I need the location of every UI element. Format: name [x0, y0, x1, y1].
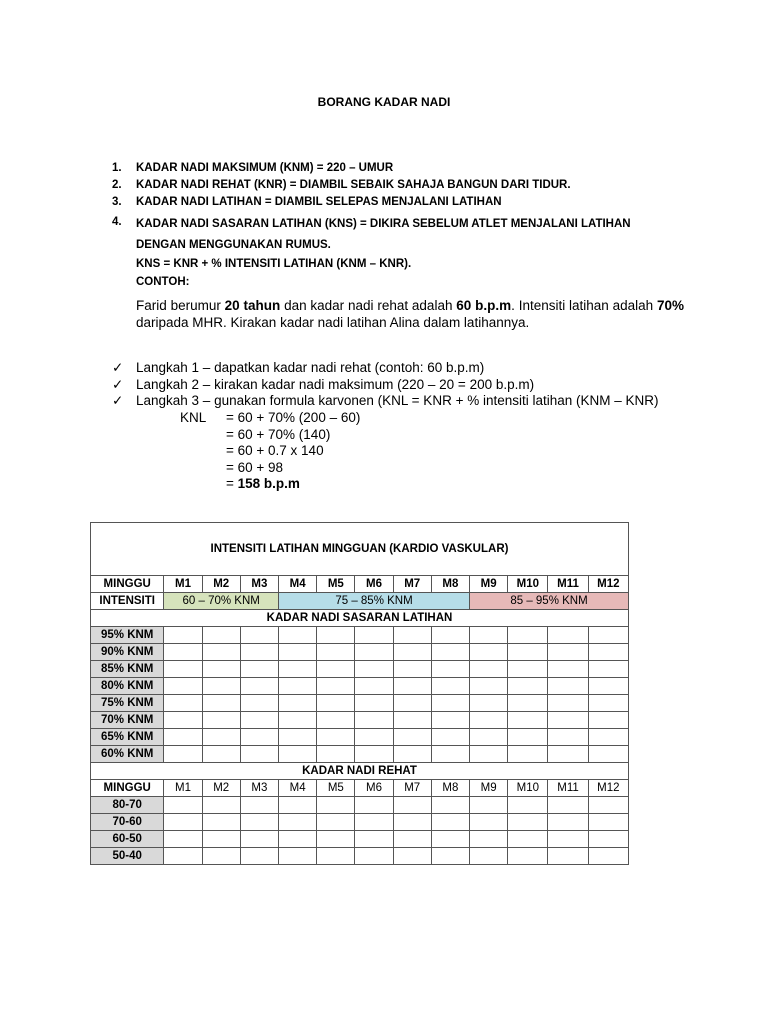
entry-cell[interactable] — [355, 729, 393, 746]
target-row-label: 80% KNM — [91, 678, 164, 695]
intensity-row — [91, 593, 629, 610]
entry-cell[interactable] — [393, 644, 431, 661]
entry-cell[interactable] — [355, 627, 393, 644]
entry-cell[interactable] — [164, 678, 202, 695]
target-row-label: 85% KNM — [91, 661, 164, 678]
section-row — [91, 610, 629, 627]
entry-cell[interactable] — [240, 848, 278, 865]
entry-cell[interactable] — [355, 661, 393, 678]
week-header: M9 — [470, 576, 508, 593]
section-row — [91, 763, 629, 780]
calculation-block — [180, 410, 360, 493]
entry-cell[interactable] — [393, 627, 431, 644]
entry-cell[interactable] — [317, 678, 355, 695]
entry-cell[interactable] — [355, 712, 393, 729]
rule-item — [112, 194, 682, 211]
week-header: M2 — [202, 780, 240, 797]
rule-text: KADAR NADI SASARAN LATIHAN (KNS) = DIKIRA SEBELUM ATLET MENJALANI LATIHAN DENGAN MENGGUNAKAN RUMUS. — [136, 218, 631, 251]
entry-cell[interactable] — [508, 797, 548, 814]
entry-cell[interactable] — [548, 814, 588, 831]
week-header-row — [91, 576, 629, 593]
entry-cell[interactable] — [279, 814, 317, 831]
entry-cell[interactable] — [279, 729, 317, 746]
entry-cell[interactable] — [588, 831, 628, 848]
example-text: dan kadar nadi rehat adalah — [280, 298, 457, 313]
entry-cell[interactable] — [240, 814, 278, 831]
table-row — [91, 814, 629, 831]
week-header: M4 — [279, 780, 317, 797]
entry-cell[interactable] — [202, 848, 240, 865]
entry-cell[interactable] — [508, 746, 548, 763]
calc-final-prefix: = — [226, 476, 238, 491]
entry-cell[interactable] — [508, 695, 548, 712]
entry-cell[interactable] — [355, 797, 393, 814]
calc-line: = 60 + 70% (140) — [226, 426, 331, 442]
page-title: BORANG KADAR NADI — [317, 95, 451, 109]
entry-cell[interactable] — [202, 678, 240, 695]
entry-cell[interactable] — [317, 644, 355, 661]
entry-cell[interactable] — [317, 797, 355, 814]
entry-cell[interactable] — [202, 797, 240, 814]
calc-row — [180, 476, 360, 493]
week-header: M5 — [317, 576, 355, 593]
week-header: M9 — [470, 780, 508, 797]
entry-cell[interactable] — [279, 644, 317, 661]
rest-row-label: 50-40 — [91, 848, 164, 865]
entry-cell[interactable] — [588, 729, 628, 746]
table-row — [91, 712, 629, 729]
entry-cell[interactable] — [240, 678, 278, 695]
table-row — [91, 695, 629, 712]
entry-cell[interactable] — [202, 814, 240, 831]
entry-cell[interactable] — [508, 831, 548, 848]
entry-cell[interactable] — [164, 712, 202, 729]
calc-line: = 60 + 98 — [226, 459, 284, 475]
week-header: M5 — [317, 780, 355, 797]
entry-cell[interactable] — [393, 712, 431, 729]
week-header: M6 — [355, 576, 393, 593]
entry-cell[interactable] — [202, 831, 240, 848]
section-target-heading: KADAR NADI SASARAN LATIHAN — [91, 610, 629, 627]
entry-cell[interactable] — [431, 712, 469, 729]
entry-cell[interactable] — [508, 627, 548, 644]
entry-cell[interactable] — [470, 627, 508, 644]
entry-cell[interactable] — [431, 848, 469, 865]
entry-cell[interactable] — [317, 746, 355, 763]
entry-cell[interactable] — [431, 814, 469, 831]
table-row — [91, 678, 629, 695]
intensity-band: 75 – 85% KNM — [279, 593, 470, 610]
week-header: M12 — [588, 780, 628, 797]
target-row-label: 95% KNM — [91, 627, 164, 644]
intensiti-label: INTENSITI — [91, 593, 164, 610]
entry-cell[interactable] — [431, 746, 469, 763]
entry-cell[interactable] — [588, 712, 628, 729]
entry-cell[interactable] — [588, 644, 628, 661]
entry-cell[interactable] — [431, 695, 469, 712]
entry-cell[interactable] — [355, 831, 393, 848]
entry-cell[interactable] — [355, 644, 393, 661]
entry-cell[interactable] — [279, 746, 317, 763]
formula-text: KNS = KNR + % INTENSITI LATIHAN (KNM – KNR). — [136, 258, 412, 270]
entry-cell[interactable] — [548, 627, 588, 644]
example-paragraph — [136, 297, 684, 331]
steps-list — [112, 360, 692, 410]
section-rest-heading: KADAR NADI REHAT — [91, 763, 629, 780]
calc-row — [180, 427, 360, 444]
entry-cell[interactable] — [470, 746, 508, 763]
entry-cell[interactable] — [240, 831, 278, 848]
rule-item — [112, 160, 682, 177]
week-header: M12 — [588, 576, 628, 593]
entry-cell[interactable] — [279, 661, 317, 678]
calc-line: = 60 + 0.7 x 140 — [226, 443, 324, 458]
target-row-label: 65% KNM — [91, 729, 164, 746]
table-heading-row — [91, 523, 629, 576]
entry-cell[interactable] — [279, 831, 317, 848]
entry-cell[interactable] — [588, 627, 628, 644]
step-text: Langkah 1 – dapatkan kadar nadi rehat (contoh: 60 b.p.m) — [136, 360, 485, 375]
week-header: M10 — [508, 576, 548, 593]
example-text: daripada MHR. Kirakan kadar nadi latihan Alina dalam latihannya. — [136, 315, 530, 330]
checkmark-icon: ✓ — [112, 376, 124, 392]
entry-cell[interactable] — [317, 831, 355, 848]
calc-line: = 60 + 70% (200 – 60) — [226, 410, 361, 425]
entry-cell[interactable] — [548, 644, 588, 661]
table-row — [91, 831, 629, 848]
entry-cell[interactable] — [470, 729, 508, 746]
entry-cell[interactable] — [202, 627, 240, 644]
week-header: M7 — [393, 780, 431, 797]
entry-cell[interactable] — [470, 678, 508, 695]
intensity-band: 85 – 95% KNM — [470, 593, 629, 610]
entry-cell[interactable] — [588, 814, 628, 831]
entry-cell[interactable] — [279, 797, 317, 814]
week-header: M6 — [355, 780, 393, 797]
rest-row-label: 70-60 — [91, 814, 164, 831]
table-row — [91, 729, 629, 746]
entry-cell[interactable] — [588, 746, 628, 763]
entry-cell[interactable] — [240, 644, 278, 661]
table-heading: INTENSITI LATIHAN MINGGUAN (KARDIO VASKULAR) — [91, 523, 629, 576]
entry-cell[interactable] — [548, 661, 588, 678]
entry-cell[interactable] — [164, 627, 202, 644]
entry-cell[interactable] — [317, 712, 355, 729]
entry-cell[interactable] — [393, 746, 431, 763]
entry-cell[interactable] — [548, 797, 588, 814]
entry-cell[interactable] — [355, 746, 393, 763]
entry-cell[interactable] — [164, 695, 202, 712]
entry-cell[interactable] — [240, 797, 278, 814]
week-header: M3 — [240, 780, 278, 797]
entry-cell[interactable] — [279, 712, 317, 729]
entry-cell[interactable] — [202, 644, 240, 661]
entry-cell[interactable] — [164, 797, 202, 814]
rest-week-header-row — [91, 780, 629, 797]
example-intensity: 70% — [656, 298, 685, 313]
rule-text: KADAR NADI REHAT (KNR) = DIAMBIL SEBAIK SAHAJA BANGUN DARI TIDUR. — [136, 179, 571, 191]
step-text: Langkah 3 – gunakan formula karvonen (KNL = KNR + % intensiti latihan (KNM – KNR) — [136, 393, 659, 408]
table-row — [91, 661, 629, 678]
entry-cell[interactable] — [508, 712, 548, 729]
calc-label: KNL — [180, 410, 207, 425]
week-header: M4 — [279, 576, 317, 593]
example-resting-rate: 60 b.p.m — [456, 298, 512, 313]
entry-cell[interactable] — [508, 848, 548, 865]
entry-cell[interactable] — [164, 814, 202, 831]
rule-item — [112, 177, 682, 194]
entry-cell[interactable] — [470, 797, 508, 814]
entry-cell[interactable] — [431, 661, 469, 678]
week-header: M8 — [431, 780, 469, 797]
entry-cell[interactable] — [240, 627, 278, 644]
entry-cell[interactable] — [431, 644, 469, 661]
entry-cell[interactable] — [588, 797, 628, 814]
entry-cell[interactable] — [279, 848, 317, 865]
entry-cell[interactable] — [240, 712, 278, 729]
calc-row — [180, 443, 360, 460]
entry-cell[interactable] — [431, 831, 469, 848]
rule-item — [112, 214, 682, 256]
entry-cell[interactable] — [317, 848, 355, 865]
entry-cell[interactable] — [393, 695, 431, 712]
entry-cell[interactable] — [317, 661, 355, 678]
target-row-label: 90% KNM — [91, 644, 164, 661]
entry-cell[interactable] — [355, 814, 393, 831]
week-header: M1 — [164, 780, 202, 797]
entry-cell[interactable] — [317, 627, 355, 644]
entry-cell[interactable] — [164, 746, 202, 763]
entry-cell[interactable] — [393, 678, 431, 695]
rule-number: 1. — [112, 162, 122, 174]
rules-list — [112, 160, 682, 291]
entry-cell[interactable] — [548, 729, 588, 746]
entry-cell[interactable] — [548, 712, 588, 729]
entry-cell[interactable] — [202, 695, 240, 712]
target-row-label: 60% KNM — [91, 746, 164, 763]
entry-cell[interactable] — [240, 746, 278, 763]
entry-cell[interactable] — [508, 661, 548, 678]
rest-row-label: 60-50 — [91, 831, 164, 848]
example-label: CONTOH: — [136, 276, 190, 288]
entry-cell[interactable] — [164, 661, 202, 678]
calc-final-value: 158 b.p.m — [237, 476, 300, 491]
entry-cell[interactable] — [393, 814, 431, 831]
entry-cell[interactable] — [355, 848, 393, 865]
entry-cell[interactable] — [202, 712, 240, 729]
entry-cell[interactable] — [431, 627, 469, 644]
target-row-label: 70% KNM — [91, 712, 164, 729]
entry-cell[interactable] — [470, 848, 508, 865]
calc-row — [180, 460, 360, 477]
entry-cell[interactable] — [470, 695, 508, 712]
entry-cell[interactable] — [588, 848, 628, 865]
checkmark-icon: ✓ — [112, 360, 124, 375]
entry-cell[interactable] — [202, 661, 240, 678]
entry-cell[interactable] — [588, 661, 628, 678]
entry-cell[interactable] — [548, 848, 588, 865]
entry-cell[interactable] — [279, 678, 317, 695]
target-row-label: 75% KNM — [91, 695, 164, 712]
table-row — [91, 746, 629, 763]
table-row — [91, 797, 629, 814]
entry-cell[interactable] — [393, 729, 431, 746]
entry-cell[interactable] — [317, 695, 355, 712]
week-header: M8 — [431, 576, 469, 593]
week-header: M11 — [548, 576, 588, 593]
entry-cell[interactable] — [240, 695, 278, 712]
entry-cell[interactable] — [355, 678, 393, 695]
entry-cell[interactable] — [470, 814, 508, 831]
step-item — [112, 393, 692, 410]
week-header: M7 — [393, 576, 431, 593]
rule-text: KADAR NADI MAKSIMUM (KNM) = 220 – UMUR — [136, 162, 394, 174]
rule-text: KADAR NADI LATIHAN = DIAMBIL SELEPAS MENJALANI LATIHAN — [136, 196, 502, 208]
calc-final — [226, 476, 300, 493]
entry-cell[interactable] — [317, 729, 355, 746]
entry-cell[interactable] — [164, 848, 202, 865]
step-item — [112, 360, 692, 377]
entry-cell[interactable] — [431, 729, 469, 746]
step-item — [112, 377, 692, 394]
entry-cell[interactable] — [431, 678, 469, 695]
entry-cell[interactable] — [588, 695, 628, 712]
week-header: M10 — [508, 780, 548, 797]
entry-cell[interactable] — [279, 695, 317, 712]
entry-cell[interactable] — [548, 831, 588, 848]
calc-row — [180, 410, 360, 427]
entry-cell[interactable] — [355, 695, 393, 712]
entry-cell[interactable] — [548, 678, 588, 695]
entry-cell[interactable] — [164, 729, 202, 746]
entry-cell[interactable] — [470, 831, 508, 848]
table-row — [91, 848, 629, 865]
entry-cell[interactable] — [317, 814, 355, 831]
entry-cell[interactable] — [548, 746, 588, 763]
entry-cell[interactable] — [164, 644, 202, 661]
checkmark-icon: ✓ — [112, 393, 124, 408]
entry-cell[interactable] — [393, 831, 431, 848]
entry-cell[interactable] — [508, 678, 548, 695]
rule-number: 3. — [112, 196, 122, 208]
week-header: M11 — [548, 780, 588, 797]
entry-cell[interactable] — [431, 797, 469, 814]
entry-cell[interactable] — [393, 848, 431, 865]
example-age: 20 tahun — [224, 298, 281, 313]
entry-cell[interactable] — [164, 831, 202, 848]
entry-cell[interactable] — [240, 729, 278, 746]
table-row — [91, 644, 629, 661]
week-header: M2 — [202, 576, 240, 593]
entry-cell[interactable] — [470, 644, 508, 661]
entry-cell[interactable] — [470, 661, 508, 678]
rule-number: 4. — [112, 216, 122, 228]
rest-row-label: 80-70 — [91, 797, 164, 814]
entry-cell[interactable] — [393, 797, 431, 814]
entry-cell[interactable] — [508, 814, 548, 831]
step-text: Langkah 2 – kirakan kadar nadi maksimum (220 – 20 = 200 b.p.m) — [136, 376, 535, 392]
entry-cell[interactable] — [508, 729, 548, 746]
intensity-band: 60 – 70% KNM — [164, 593, 279, 610]
entry-cell[interactable] — [508, 644, 548, 661]
entry-cell[interactable] — [548, 695, 588, 712]
entry-cell[interactable] — [240, 661, 278, 678]
minggu-label: MINGGU — [91, 780, 164, 797]
entry-cell[interactable] — [470, 712, 508, 729]
table-row — [91, 627, 629, 644]
example-text: Farid berumur — [136, 298, 225, 313]
entry-cell[interactable] — [279, 627, 317, 644]
entry-cell[interactable] — [588, 678, 628, 695]
example-text: . Intensiti latihan adalah — [511, 298, 657, 313]
week-header: M3 — [240, 576, 278, 593]
weekly-intensity-table — [90, 522, 629, 865]
entry-cell[interactable] — [393, 661, 431, 678]
minggu-label: MINGGU — [91, 576, 164, 593]
entry-cell[interactable] — [202, 746, 240, 763]
rule-number: 2. — [112, 179, 122, 191]
entry-cell[interactable] — [202, 729, 240, 746]
week-header: M1 — [164, 576, 202, 593]
